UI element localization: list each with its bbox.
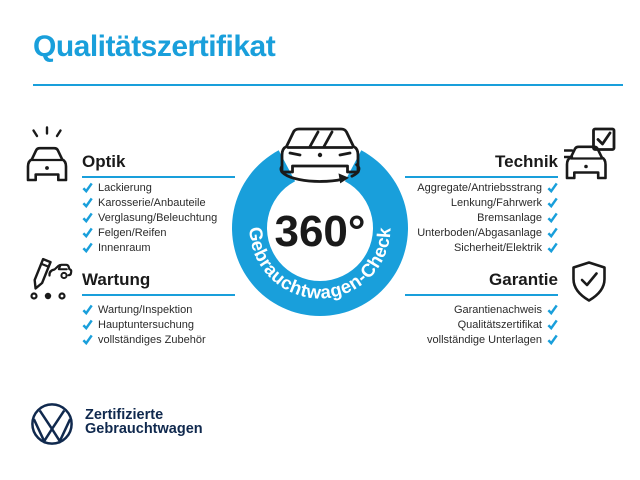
check-icon <box>82 197 93 208</box>
section-title: Wartung <box>82 270 151 289</box>
checklist-item <box>82 302 235 317</box>
check-icon <box>547 319 558 330</box>
check-icon <box>547 227 558 238</box>
checklist-item-label: Aggregate/Antriebsstrang <box>417 181 542 194</box>
rotating-car-icon <box>268 122 372 188</box>
checklist-item-label: Lenkung/Fahrwerk <box>450 196 542 209</box>
checklist-item-label: Sicherheit/Elektrik <box>453 241 542 254</box>
checklist-item <box>405 332 558 347</box>
page-title: Qualitätszertifikat <box>33 30 276 63</box>
check-icon <box>547 197 558 208</box>
checklist-item <box>82 210 235 225</box>
checklist-item <box>82 225 235 240</box>
check-icon <box>82 319 93 330</box>
car-front-shine-icon <box>23 126 71 189</box>
checklist-item-label: vollständige Unterlagen <box>427 333 542 346</box>
section-title: Optik <box>82 152 126 171</box>
checklist <box>405 180 558 255</box>
checklist-item-label: Verglasung/Beleuchtung <box>98 211 218 224</box>
checklist <box>82 180 235 255</box>
check-icon <box>82 227 93 238</box>
check-icon <box>547 242 558 253</box>
brand-line2: Gebrauchtwagen <box>85 420 203 437</box>
brand-line1: Zertifizierte <box>85 407 164 423</box>
check-icon <box>547 304 558 315</box>
check-icon <box>547 334 558 345</box>
checklist-item <box>82 332 235 347</box>
checklist-item-label: Unterboden/Abgasanlage <box>417 226 542 239</box>
check-icon <box>82 304 93 315</box>
car-checkbox-icon <box>564 126 616 187</box>
checklist-item-label: Felgen/Reifen <box>98 226 167 239</box>
section-title: Garantie <box>489 270 558 289</box>
check-icon <box>82 334 93 345</box>
checklist-item <box>405 225 558 240</box>
checklist-item <box>82 180 235 195</box>
checklist-item <box>405 317 558 332</box>
section-garantie <box>405 271 558 347</box>
checklist-item <box>82 240 235 255</box>
checklist-item-label: Lackierung <box>98 181 152 194</box>
brand-claim <box>85 409 203 436</box>
section-title: Technik <box>495 152 558 171</box>
section-technik <box>405 153 558 255</box>
check-icon <box>82 212 93 223</box>
checklist-item <box>82 317 235 332</box>
check-icon <box>547 182 558 193</box>
check-icon <box>82 242 93 253</box>
vw-logo <box>30 402 74 451</box>
checklist-item <box>405 240 558 255</box>
title-divider <box>33 84 623 86</box>
checklist-item-label: vollständiges Zubehör <box>98 333 206 346</box>
ring-curved-label: Gebrauchtwagen-Check <box>245 225 395 303</box>
checklist-item-label: Hauptuntersuchung <box>98 318 195 331</box>
section-underline <box>82 294 235 296</box>
section-optik <box>82 153 235 255</box>
section-underline <box>405 294 558 296</box>
checklist-item <box>405 302 558 317</box>
checklist <box>82 302 235 347</box>
checklist-item-label: Bremsanlage <box>477 211 542 224</box>
check-icon <box>82 182 93 193</box>
section-wartung <box>82 271 235 347</box>
section-underline <box>82 176 235 178</box>
checklist-item <box>405 210 558 225</box>
shield-check-icon <box>570 260 608 309</box>
checklist-item-label: Innenraum <box>98 241 151 254</box>
check-icon <box>547 212 558 223</box>
checklist-item <box>405 195 558 210</box>
checklist-item <box>82 195 235 210</box>
checklist-item-label: Qualitätszertifikat <box>457 318 542 331</box>
checklist-item-label: Garantienachweis <box>453 303 542 316</box>
pencil-car-service-icon <box>23 256 73 311</box>
checklist-item-label: Wartung/Inspektion <box>98 303 193 316</box>
checklist <box>405 302 558 347</box>
checklist-item <box>405 180 558 195</box>
checklist-item-label: Karosserie/Anbauteile <box>98 196 206 209</box>
section-underline <box>405 176 558 178</box>
ring-value-360: 360° <box>274 207 366 256</box>
